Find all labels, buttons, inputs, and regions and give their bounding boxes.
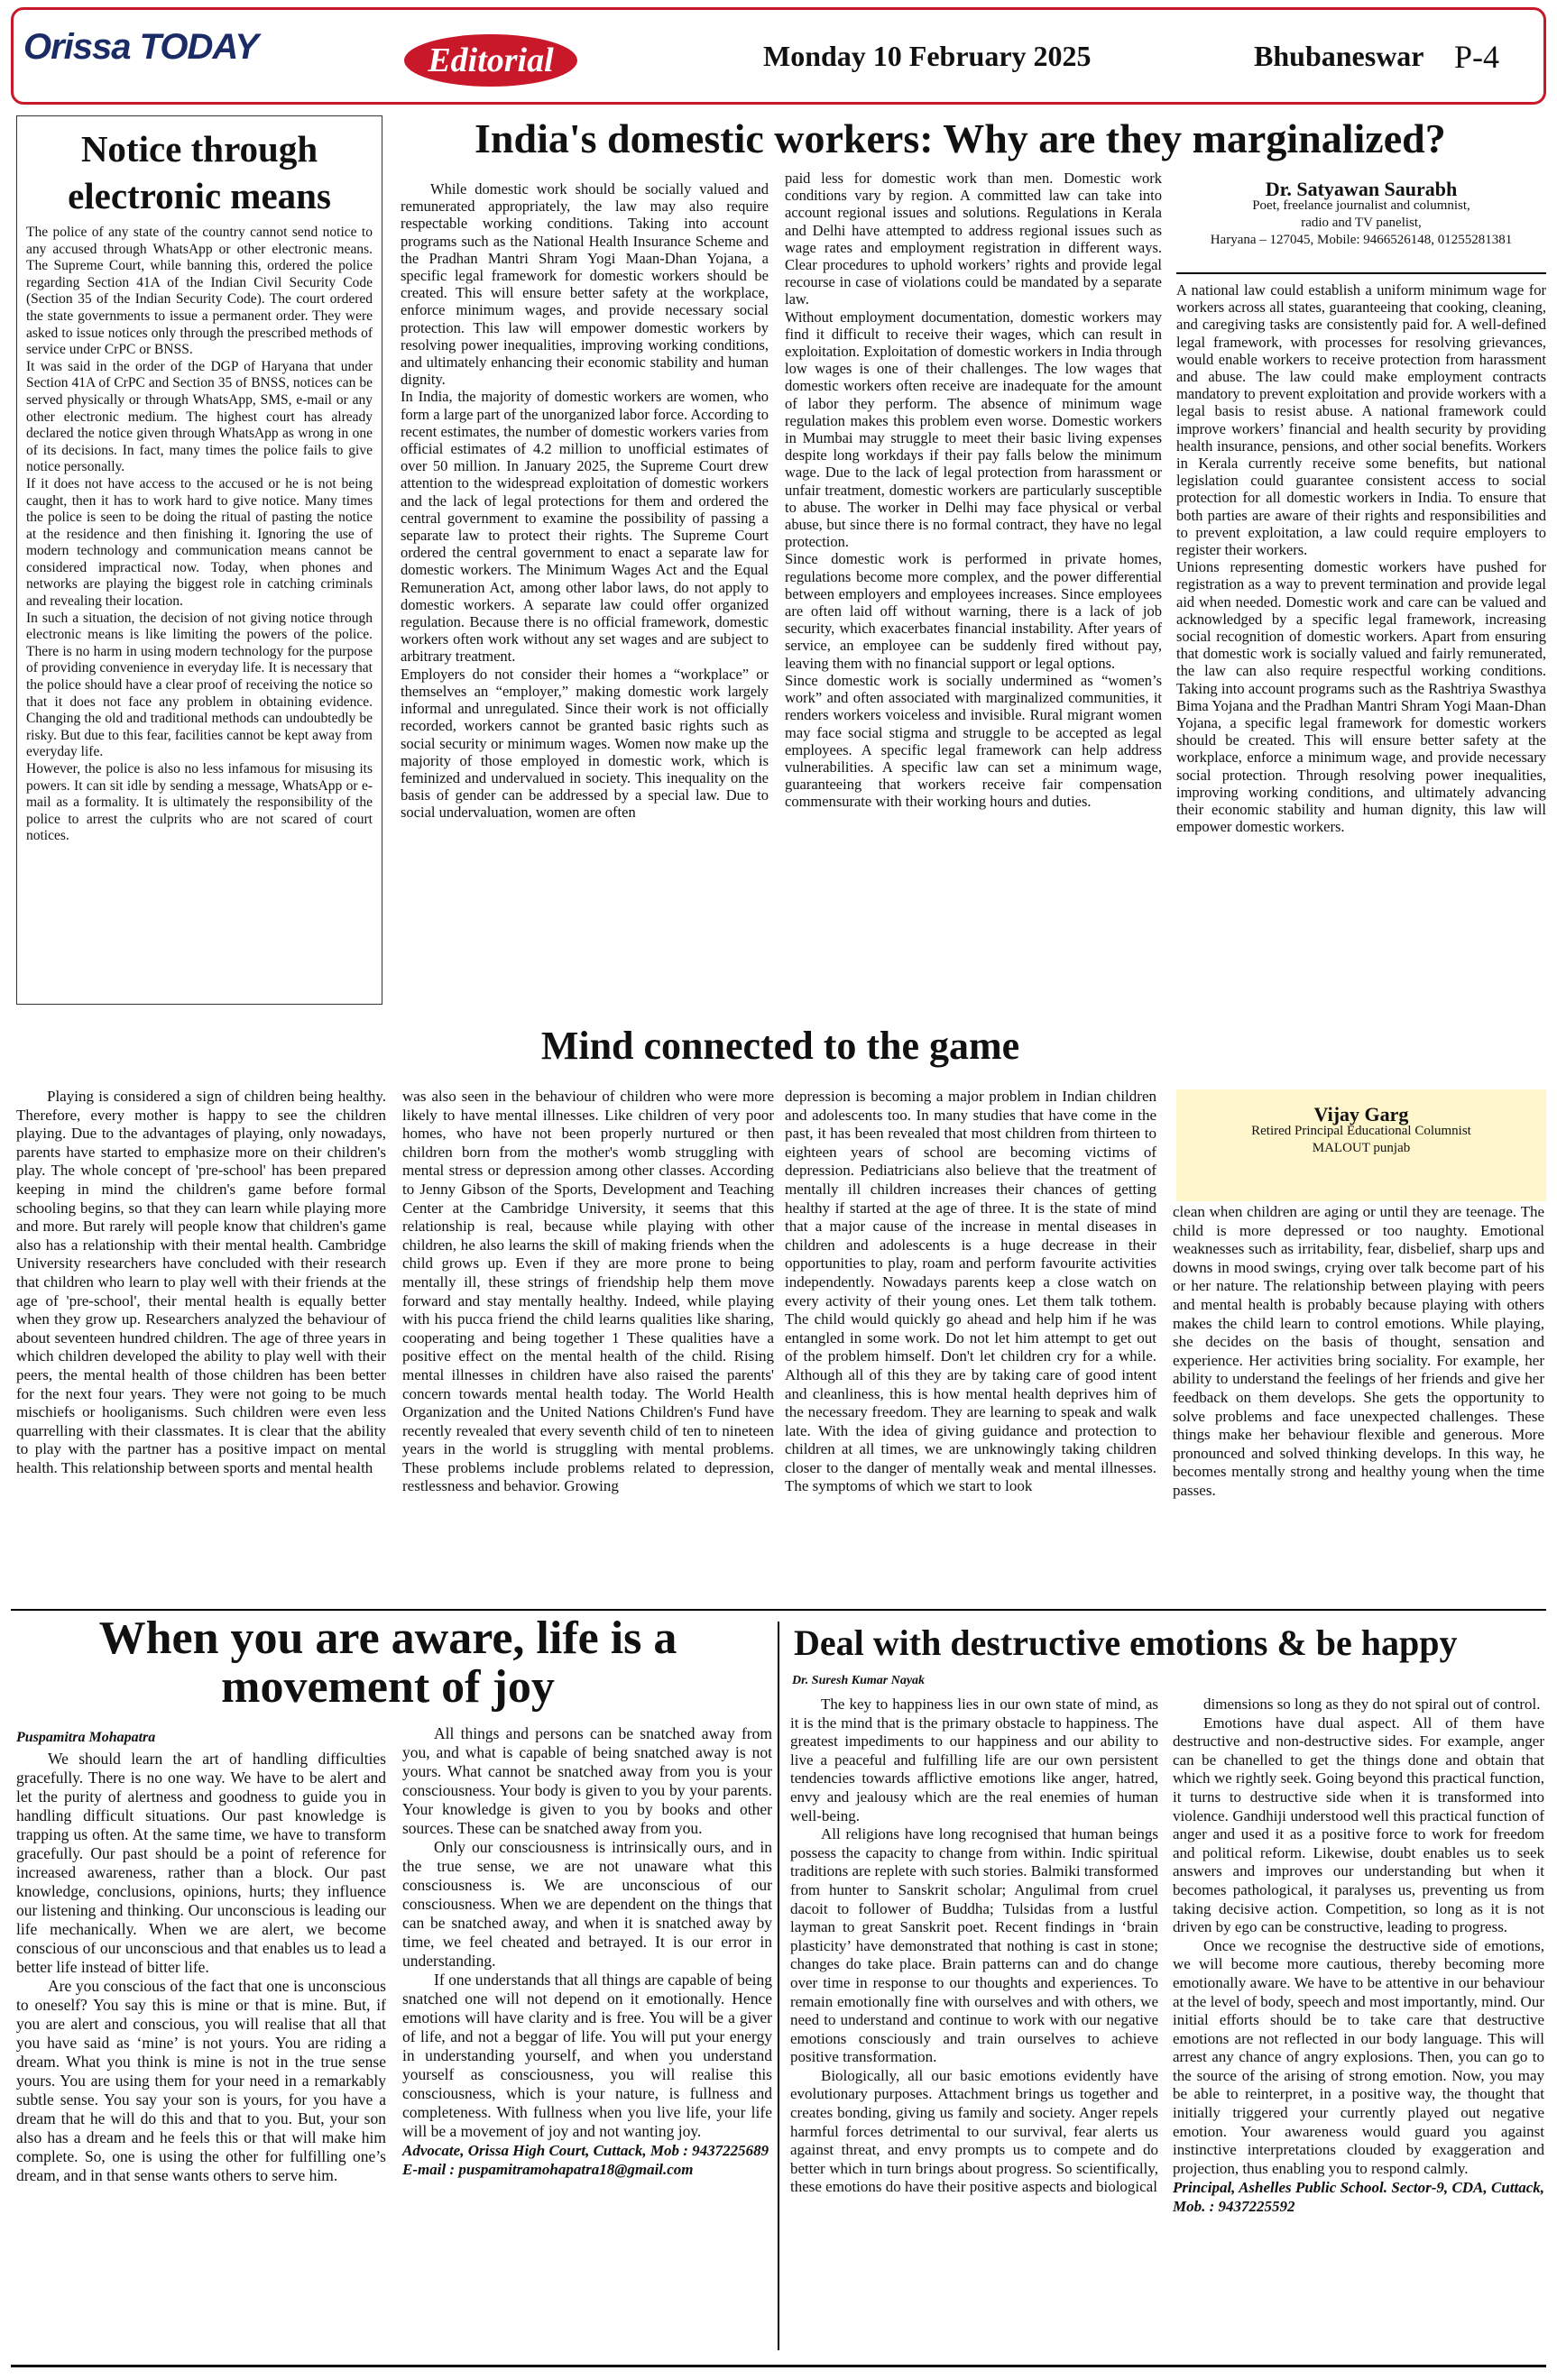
joy-col1 [16, 1750, 386, 2185]
game-col3 [785, 1088, 1156, 1496]
game-author-box [1176, 1089, 1546, 1201]
joy-title: When you are aware, life is a movement of joy [98, 1613, 677, 1713]
paragraph: Employers do not consider their homes a “workplace” or themselves an “employer,” making domestic work largely informal and unregulated. Since their work is not officially recorded, workers cannot be granted basic rights such as social security or minimum wages. Women now make up the majority of those employed in domestic work, which is feminized and undervalued in society. This inequality on the basis of gender can be addressed by a special law. Due to social undervaluation, women are often [401, 665, 769, 822]
notice-title: Notice through electronic means [68, 128, 331, 216]
joy-col2 [402, 1724, 772, 2179]
emotions-title: Deal with destructive emotions & be happy [794, 1622, 1458, 1663]
paragraph: Emotions have dual aspect. All of them have destructive and non-destructive sides. For example, anger can be chanelled to get the things done and obtain that which we rightly seek. Going beyond this practical function, it turns to destructive side when it is transformed into violence. Gandhiji understood well this practical function of anger and used it as a positive force to work for freedom and political reform. Likewise, doubt enables us to seek answers and improves our understanding but when it becomes pathological, it paralyses us, preventing us from taking decisive action. Competition, so long as it is not driven by ego can be constructive, leading to progress. [1173, 1714, 1544, 1936]
paragraph: A national law could establish a uniform minimum wage for workers across all states, guaranteeing that cooking, cleaning, and caregiving tasks are consistently paid for. A well-defined legal framework, with processes for resolving grievances, would enable workers to receive protection from harassment and abuse. The law could make employment contracts mandatory to prevent exploitation and provide workers with a legal basis to resist abuse. A national framework could improve workers’ financial and health security by providing health insurance, pensions, and other social benefits. Workers in Kerala currently receive some benefits, but national legislation could guarantee consistent access to social protection for all domestic workers in India. To ensure that both parties are aware of their rights and responsibilities and to prevent exploitation, a law could require employers to register their workers. [1176, 281, 1546, 559]
paragraph: Since domestic work is performed in private homes, regulations become more complex, and the power differential between employers and employees increases. Since employees are often laid off without warning, there is a lack of job security, which exacerbates financial instability. After years of service, an employee can be suddenly fired without pay, leaving them with no financial support or legal options. [785, 550, 1162, 672]
paragraph: The key to happiness lies in our own state of mind, as it is the mind that is the primary obstacle to happiness. The greatest impediments to our happiness and our ability to live a peaceful and fulfilling life are our own persistent tendencies towards afflictive emotions like anger, hatred, envy and jealousy which are the real enemies of human well-being. [790, 1695, 1158, 1824]
paragraph: We should learn the art of handling difficulties gracefully. There is no one way. We have to be alert and let the purity of alertness and goodness to guide you in handling difficult situations. Our past knowledge is trapping us often. At the same time, we have to transform gracefully. Our past should be a point of reference for increased awareness, rather than a block. Our past knowledge, conclusions, opinions, hurts; they influence our listening and thinking. Our unconscious is leading our life mechanically. When we are alert, we become conscious of our unconscious and that enables us to lead a better life instead of bitter life. [16, 1750, 386, 1976]
paragraph: The police of any state of the country cannot send notice to any accused through WhatsApp or other electronic means. The Supreme Court, while banning this, ordered the police regarding Section 41A of the Indian Civil Security Code (Section 35 of the Indian Security Code). The court ordered the state governments to issue a permanent order. They were asked to issue notices only through the prescribed methods of service under CrPC or BNSS. [26, 225, 373, 358]
emotions-author: Dr. Suresh Kumar Nayak [792, 1674, 926, 1687]
domestic-title: India's domestic workers: Why are they marginalized? [474, 115, 1446, 161]
city-name: Bhubaneswar [1254, 40, 1424, 72]
paragraph: was also seen in the behaviour of children who were more likely to have mental illnesses. Like children of very poor homes, who have not been properly nurtured or then children born from the mother's womb struggling with mental stress or depression among other classes. According to Jenny Gibson of the Sports, Development and Teaching Center at the Cambridge University, it seems that this relationship is real, because while playing with other children, he also learns the skill of making friends when the child grows up. Even if they are more prone to being mentally ill, these strings of friendship help them move forward and stay mentally healthy. Indeed, while playing with his pucca friend the child learns qualities like sharing, cooperating and being together 1 These qualities have a positive effect on the mental health of the child. Rising mental illnesses in children have also raised the parents' concern towards mental health today. The World Health Organization and the United Nations Children's Fund have recently revealed that every seventh child of ten to nineteen years in the world is struggling with mental problems. These problems include problems related to depression, restlessness and behavior. Growing [402, 1088, 774, 1495]
emotions-signature: Principal, Ashelles Public School. Sector-9, CDA, Cuttack, Mob. : 9437225592 [1173, 2179, 1544, 2216]
page-number: P-4 [1454, 39, 1500, 75]
game-col2 [402, 1088, 774, 1496]
paragraph: clean when children are aging or until they are teenage. The child is more depressed or too naughty. Emotional weaknesses such as irritability, fear, disbelief, sharp ups and downs in mood swings, crying over talk become part of his or her nature. The relationship between playing with peers and mental health is probably because playing with others makes the child learn to control emotions. While playing, she decides on the basis of thought, sensation and experience. Her activities bring sociality. For example, her ability to understand the feelings of her friends and give her feedback on them develops. She gets the opportunity to solve problems and face unexpected challenges. These things make her behaviour flexible and generous. More pronounced and solved thinking develops. In this way, he becomes mentally strong and healthy young when the time passes. [1173, 1203, 1544, 1499]
joy-email: E-mail : puspamitramohapatra18@gmail.com [402, 2161, 694, 2178]
newspaper-logo [23, 27, 258, 68]
author-line: radio and TV panelist, [1301, 216, 1422, 230]
paragraph: Without employment documentation, domestic workers may find it difficult to receive their wages, which can result in exploitation. Exploitation of domestic workers in India through low wages is one of their challenges. The low wages that domestic workers often receive are inadequate for the amount of labor they perform. The absence of minimum wage regulation makes this problem even worse. Domestic workers in Mumbai may struggle to meet their basic living expenses despite long workdays if their pay falls below the minimum wage. Due to the lack of legal protection from harassment or unfair treatment, domestic workers are particularly susceptible to abuse. The worker in Delhi may face physical or verbal abuse, but since there is no formal contract, they have no legal protection. [785, 308, 1162, 551]
author-name: Dr. Satyawan Saurabh [1265, 178, 1458, 200]
domestic-col1 [401, 180, 769, 822]
author-line: Haryana – 127045, Mobile: 9466526148, 01255281381 [1210, 233, 1513, 247]
paragraph: In such a situation, the decision of not giving notice through electronic means is like limiting the powers of the police. There is no harm in using modern technology for the purpose of providing convenience in everyday life. It is necessary that the police should have a clear proof of receiving the notice so that it does not face any problem in obtaining evidence. Changing the old and traditional methods can undoubtedly be risky. But due to this fear, facilities cannot be kept away from everyday life. [26, 610, 373, 760]
paragraph: Only our consciousness is intrinsically ours, and in the true sense, we are not unaware what this consciousness is. We are unconscious of our consciousness. When we are dependent on the things that can be snatched away, and when it is snatched away by time, we feel cheated and betrayed. It is our error in understanding. [402, 1838, 772, 1970]
author-name: Vijay Garg [1313, 1103, 1409, 1126]
game-col4 [1173, 1203, 1544, 1501]
paragraph: paid less for domestic work than men. Domestic work conditions vary by region. A committed law can take into account regional issues and solutions. Regulations in Kerala and Delhi have attempted to address regional issues such as wage rates and employment registration in different ways. Clear procedures to uphold workers’ rights and provide legal recourse in case of violations could be mandated by a separate law. [785, 170, 1162, 308]
paragraph: While domestic work should be socially valued and remunerated appropriately, the law may also require respectable working conditions. Taking into account programs such as the National Health Insurance Scheme and the Pradhan Mantri Shram Yogi Maan-Dhan Yojana, a specific legal framework for domestic workers should be created. This will ensure better safety at the workplace, enforce minimum wages, and provide necessary social protection. This law will empower domestic workers by resolving power inequalities, improving working conditions, and ultimately enhancing their economic stability and human dignity. [401, 180, 769, 389]
domestic-author-box [1176, 180, 1546, 274]
logo-text: Orissa TODAY [23, 27, 258, 67]
issue-date: Monday 10 February 2025 [763, 40, 1092, 72]
emotions-col1 [790, 1695, 1158, 2197]
paragraph: If it does not have access to the accused or he is not being caught, then it has to work hard to give notice. Many times the police is seen to be doing the ritual of pasting the notice at the residence and then finishing it. Ignoring the use of modern technology and communication means cannot be considered impractical now. Today, when phones and networks are playing the biggest role in catching criminals and revealing their location. [26, 475, 373, 610]
paragraph: Unions representing domestic workers have pushed for registration as a way to prevent termination and provide legal aid when needed. Domestic work and care can be valued and acknowledged by a specific legal framework, increasing social recognition of domestic workers. Apart from ensuring that domestic work is socially valued and fairly remunerated, the law can also require respectful working conditions. Taking into account programs such as the Rashtriya Swasthya Bima Yojana and the Pradhan Mantri Shram Yogi Maan-Dhan Yojana, a specific legal framework for domestic workers should be created. This will ensure better safety at the workplace, enforce a minimum wage, and provide necessary social protection. Through resolving power inequalities, improving working conditions, and ultimately advancing their economic stability and human dignity, this law will empower domestic workers. [1176, 558, 1546, 836]
notice-body [26, 225, 373, 845]
paragraph: dimensions so long as they do not spiral out of control. [1203, 1695, 1541, 1713]
domestic-col3 [1176, 281, 1546, 836]
paragraph: If one understands that all things are capable of being snatched one will not depend on it emotionally. Hence emotions will have clarity and is free. You will be a giver of life, and not a beggar of life. You will put your energy in understanding yourself, and when you understand yourself as consciousness, you will realise this consciousness, which is your nature, is fullness and completeness. With fullness when you live life, your life will be a movement of joy and not wanting joy. [402, 1971, 772, 2140]
footer-rule [11, 2365, 1546, 2367]
author-line: Retired Principal Educational Columnist [1251, 1124, 1471, 1138]
paragraph: All things and persons can be snatched away from you, and what is capable of being snatched away is not yours. What cannot be snatched away from you is your consciousness. Your body is given to you by your parents. Your knowledge is given to you by books and other sources. These can be snatched away from you. [402, 1724, 772, 1837]
paragraph: Since domestic work is socially undermined as “women’s work” and often associated with marginalized communities, it renders workers voiceless and invisible. Rural migrant women may face social stigma and struggle to be accepted as legal employees. A specific legal framework can help address vulnerabilities. A specific law can set a minimum wage, guaranteeing that workers receive fair compensation commensurate with their working hours and duties. [785, 671, 1162, 811]
game-col1 [16, 1088, 386, 1477]
paragraph: It was said in the order of the DGP of Haryana that under Section 41A of CrPC and Section 35 of BNSS, notices can be served physically or through WhatsApp, SMS, e-mail or any other electronic medium. The highest court has already declared the notice given through WhatsApp as wrong in one of its decisions. In fact, many times the police fails to give notice personally. [26, 358, 373, 475]
section-divider [11, 1609, 1546, 1611]
paragraph: All religions have long recognised that human beings possess the capacity to change from within. Indic spiritual traditions are replete with such stories. Balmiki transformed from hunter to Sanskrit scholar; Angulimal from cruel dacoit to follower of Buddha; Tulsidas from a lustful layman to great Sanskrit poet. Recent findings in ‘brain plasticity’ have demonstrated that nothing is cast in stone; changes do take place. Brain patterns can and do change over time in response to our thoughts and experiences. To remain emotionally fine with ourselves and with others, we need to understand and continue to work with our negative emotions consciously and train ourselves to achieve positive transformation. [790, 1825, 1158, 2066]
paragraph: depression is becoming a major problem in Indian children and adolescents too. In many studies that have come in the past, it has been revealed that most children from thirteen to eighteen years of school are becoming victims of depression. Pediatricians also believe that the treatment of mentally ill children increases their chances of getting healthy if started at the age of three. It is the state of mind that a major cause of the increase in mental diseases in children and adolescents is a huge decrease in their opportunities to play, roam and perform favourite activities independently. Nowadays parents keep a close watch on every activity of their young ones. Let them talk tothem. The child would quickly go ahead and help him if he was entangled in some work. Do not let him attempt to get out of the problem himself. Don't let children cry for a while. Although all of this they are by taking care of good intent and cleanliness, this is how mental health deprives him of the necessary freedom. They are learning to speak and walk late. With the idea of giving guidance and protection to children at all times, we are unknowingly taking children closer to the danger of mentally weak and mental illnesses. The symptoms of which we start to look [785, 1088, 1156, 1495]
author-line: Poet, freelance journalist and columnist, [1252, 198, 1470, 213]
paragraph: However, the police is also no less infamous for misusing its powers. It can sit idle by sending a message, WhatsApp or e-mail as a formality. It is ultimately the responsibility of the police to arrest the culprits who are not scared of court notices. [26, 761, 373, 844]
notice-box [16, 115, 382, 1005]
game-title: Mind connected to the game [540, 1024, 1020, 1068]
paragraph: Biologically, all our basic emotions evidently have evolutionary purposes. Attachment brings us together and creates bonding, giving us family and society. Anger repels harmful forces detrimental to our survival, fear alerts us against threat, and envy prompts us to compete and do better which in turn brings about progress. So scientifically, these emotions do have their positive aspects and biological [790, 2066, 1158, 2196]
emotions-col2 [1173, 1695, 1544, 2216]
column-divider [778, 1622, 779, 2350]
joy-signature: Advocate, Orissa High Court, Cuttack, Mob : 9437225689 [402, 2142, 769, 2159]
paragraph: Playing is considered a sign of children being healthy. Therefore, every mother is happy to see the children playing. Due to the advantages of playing, only nowadays, parents have started to emphasize more on their children's play. The whole concept of 'pre-school' has been prepared keeping in mind the children's game before formal schooling begins, so that they can learn while playing more and more. But rarely will people know that children's game also has a relationship with their mental health. Cambridge University researchers have concluded with their research that children who learn to play well with their friends at the age of 'pre-school', their mental health is equally better when they grow up. Researchers analyzed the behaviour of about seventeen hundred children. The age of three years in which children developed the ability to play well with their peers, the mental health of those children has been better for the next four years. They were not going to be much mischiefs or hooliganisms. Such children were even less quarrelling with their classmates. It is clear that the ability to play with the partner has a positive impact on mental health. This relationship between sports and mental health [16, 1088, 386, 1476]
paragraph: In India, the majority of domestic workers are women, who form a large part of the unorganized labor force. According to recent estimates, the number of domestic workers varies from official estimates of 4.2 million to unofficial estimates of over 50 million. In January 2025, the Supreme Court drew attention to the widespread exploitation of domestic workers and the lack of legal protections for them and ordered the central government to examine the possibility of passing a separate law to protect their rights. The Supreme Court ordered the central government to enact a separate law for domestic workers. The Minimum Wages Act and the Equal Remuneration Act, among other labor laws, do not apply to domestic workers. A separate law could offer organized regulation. Because there is no official framework, domestic workers often work without any set wages and are subject to arbitrary treatment. [401, 388, 769, 666]
paragraph: Once we recognise the destructive side of emotions, we will become more cautious, thereby becoming more emotionally aware. We have to be attentive in our behaviour at the level of body, speech and most importantly, mind. Our initial efforts should be to take care that destructive emotions are not reflected in our body language. This will arrest any chance of angry explosions. Then, you can go to the source of the arising of strong emotion. Now, you may be able to reinterpret, in a positive way, the thought that initially triggered your currently played out negative emotion. Your awareness would guard you against instinctive interpretations clouded by exaggeration and projection, thus enabling you to respond calmly. [1173, 1936, 1544, 2177]
author-line: MALOUT punjab [1312, 1141, 1411, 1155]
domestic-col2 [785, 170, 1162, 811]
paragraph: Are you conscious of the fact that one is unconscious to oneself? You say this is mine or that is mine. But, if you are alert and conscious, you will realise that all that you have said as ‘mine’ is not yours. You are riding a dream. What you think is mine is not in the true sense yours. You are using them for your need in a remarkably subtle sense. You say your son is yours, for you have a dream that he will do this and that to you. But, your son also has a dream and he feels this or that will make him complete. So, one is using the other for fulfilling one’s dream, and in that sense wants others to serve him. [16, 1977, 386, 2184]
section-badge: Editorial [404, 34, 577, 87]
joy-author: Puspamitra Mohapatra [16, 1730, 156, 1745]
